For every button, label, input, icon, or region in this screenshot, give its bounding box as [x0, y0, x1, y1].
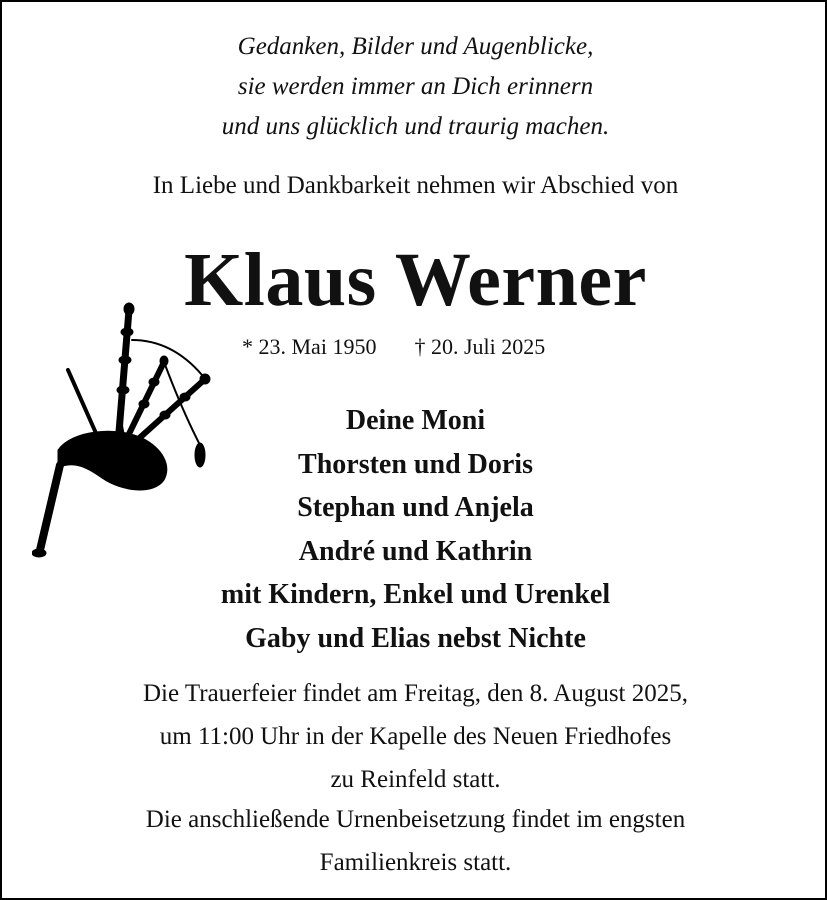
ceremony-line: um 11:00 Uhr in der Kapelle des Neuen Friedhofes — [159, 723, 672, 750]
life-dates — [242, 329, 545, 365]
poem-line: Gedanken, Bilder und Augenblicke, — [237, 33, 594, 60]
ceremony-line: Die Trauerfeier findet am Freitag, den 8. August 2025, — [142, 680, 689, 707]
mourner-line: Deine Moni — [345, 405, 486, 436]
mourner-line: Thorsten und Doris — [298, 448, 533, 480]
death-date: † 20. Juli 2025 — [414, 334, 546, 359]
intro-text: In Liebe und Dankbarkeit nehmen wir Abschied von — [152, 172, 679, 199]
mourner-line: mit Kindern, Enkel und Urenkel — [220, 579, 611, 610]
burial-line: Die anschließende Urnenbeisetzung findet im engsten — [145, 806, 686, 833]
memorial-poem — [2, 27, 827, 147]
burial-line: Familienkreis statt. — [319, 849, 512, 876]
poem-line: sie werden immer an Dich erinnern — [237, 73, 594, 100]
burial-info — [2, 798, 827, 884]
mourners-list — [2, 399, 827, 660]
birth-date: * 23. Mai 1950 — [242, 334, 377, 359]
poem-line: und uns glücklich und traurig machen. — [221, 113, 610, 140]
mourner-line: Gaby und Elias nebst Nichte — [245, 622, 586, 654]
deceased-name: Klaus Werner — [184, 238, 647, 322]
ceremony-line: zu Reinfeld statt. — [330, 766, 501, 793]
mourner-line: Stephan und Anjela — [297, 492, 534, 523]
ceremony-info — [2, 672, 827, 801]
mourner-line: André und Kathrin — [298, 535, 533, 567]
